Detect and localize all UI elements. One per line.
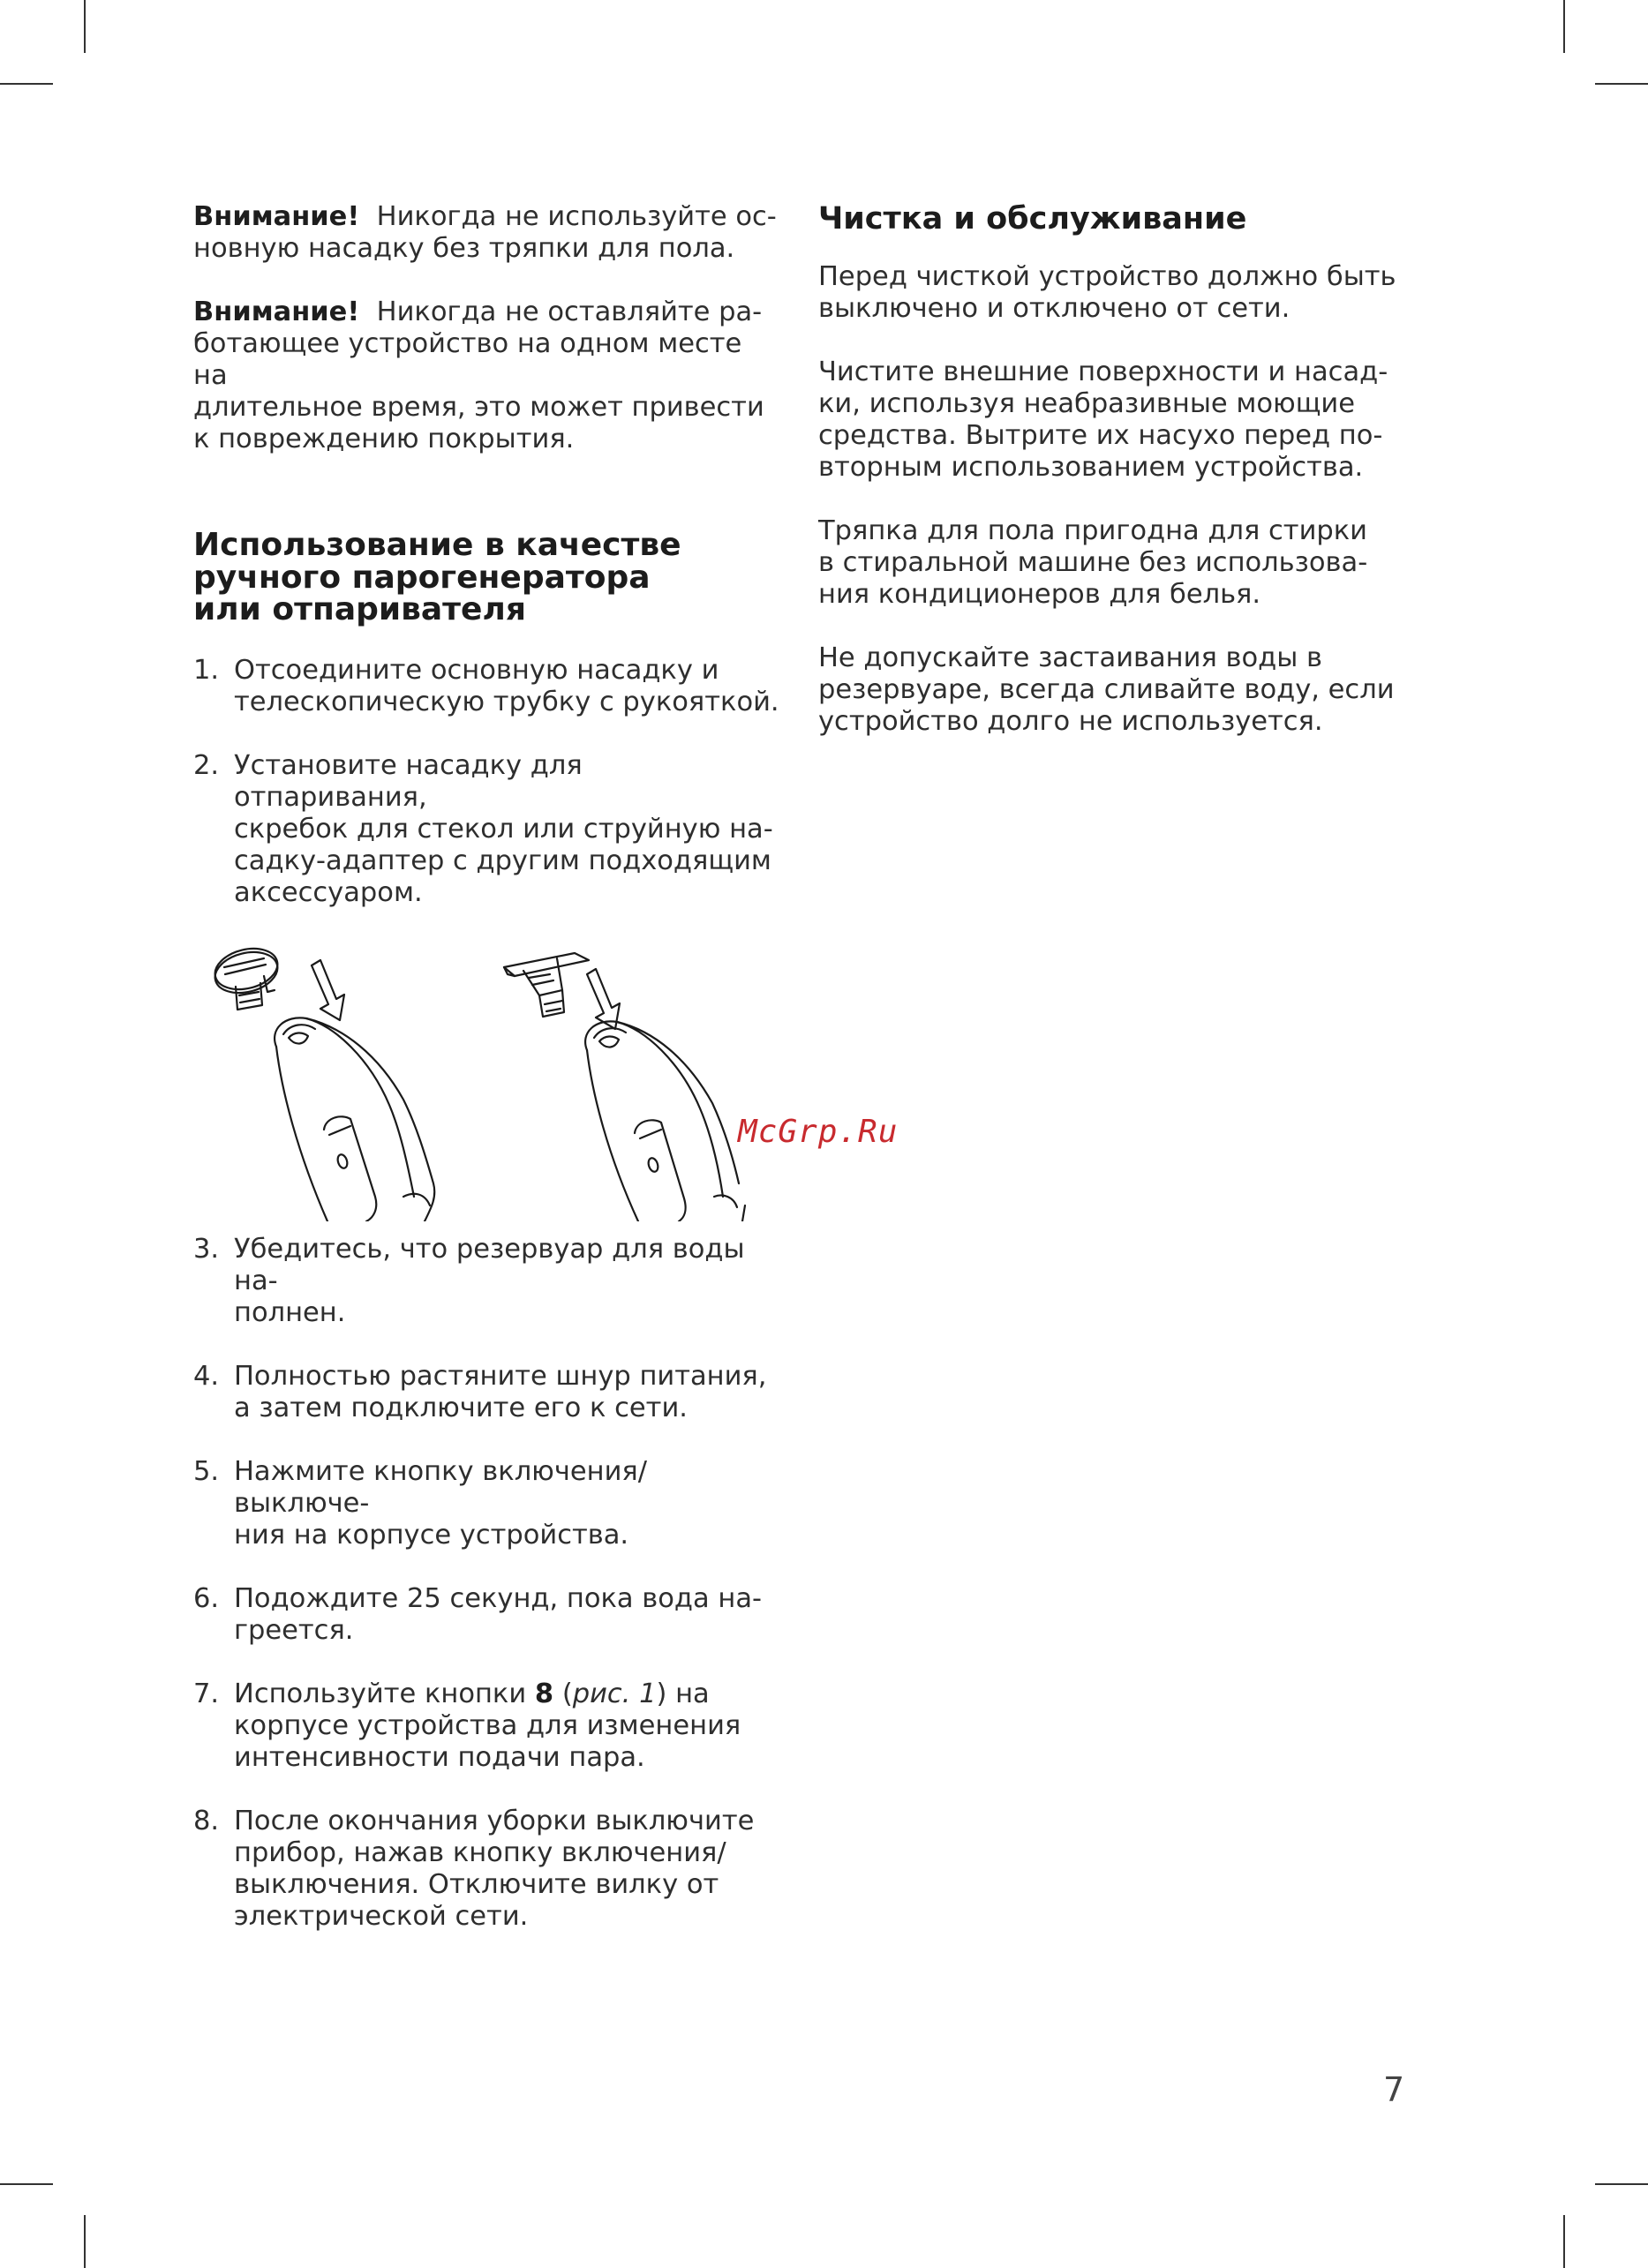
right-column bbox=[818, 201, 1405, 738]
step-number: 5. bbox=[193, 1455, 220, 1487]
list-item bbox=[193, 655, 780, 718]
page-number: 7 bbox=[1383, 2070, 1405, 2109]
step-text: Убедитесь, что резервуар для воды на- полнен. bbox=[234, 1233, 745, 1328]
list-item bbox=[193, 750, 780, 909]
list-item bbox=[193, 1456, 780, 1551]
crop-mark bbox=[1563, 2215, 1565, 2268]
section-heading: Чистка и обслуживание bbox=[818, 201, 1247, 237]
paragraph: Чистите внешние поверхности и насад- ки, используя неабразивные моющие средства. Вытрите их насухо перед по- вторным использованием устройства. bbox=[818, 357, 1388, 483]
list-item bbox=[193, 1234, 780, 1329]
paragraph: Перед чисткой устройство должно быть выключено и отключено от сети. bbox=[818, 261, 1396, 324]
step-text: Нажмите кнопку включения/выключе- ния на корпусе устройства. bbox=[234, 1455, 648, 1551]
paragraph: Тряпка для пола пригодна для стирки в стиральной машине без использова- ния кондиционеров для белья. bbox=[818, 515, 1368, 610]
paragraph: Не допускайте застаивания воды в резервуаре, всегда сливайте воду, если устройство долго не используется. bbox=[818, 642, 1395, 737]
steps-list bbox=[193, 1234, 780, 1933]
step-text: Отсоедините основную насадку и телескопическую трубку с рукояткой. bbox=[234, 654, 779, 717]
handheld-unit-icon bbox=[275, 1018, 434, 1221]
warning-text: Никогда не оставляйте ра- ботающее устройство на одном месте на длительное время, это может привести к повреждению покрытия. bbox=[193, 297, 764, 454]
window-scraper-icon bbox=[504, 953, 589, 1017]
steps-list bbox=[193, 655, 780, 909]
step-number: 2. bbox=[193, 749, 220, 781]
step-text: ( bbox=[553, 1678, 573, 1709]
list-item bbox=[193, 1678, 780, 1774]
crop-mark bbox=[0, 2183, 53, 2185]
warning-paragraph bbox=[193, 201, 780, 265]
list-item bbox=[193, 1806, 780, 1933]
step-number: 6. bbox=[193, 1582, 220, 1614]
step-number: 8. bbox=[193, 1805, 220, 1836]
crop-mark bbox=[1595, 83, 1648, 85]
step-text: Полностью растяните шнур питания, а затем подключите его к сети. bbox=[234, 1360, 767, 1423]
warning-label: Внимание! bbox=[193, 201, 360, 232]
warning-paragraph bbox=[193, 297, 780, 455]
warning-text: Никогда не используйте ос- новную насадку без тряпки для пола. bbox=[193, 201, 777, 264]
step-number: 1. bbox=[193, 654, 220, 686]
crop-mark bbox=[0, 83, 53, 85]
crop-mark bbox=[84, 0, 86, 53]
arrow-down-icon bbox=[587, 969, 620, 1029]
button-reference: 8 bbox=[534, 1678, 554, 1709]
step-text: Установите насадку для отпаривания, скребок для стекол или струйную на- садку-адаптер с другим подходящим аксессуаром. bbox=[234, 749, 773, 908]
crop-mark bbox=[1563, 0, 1565, 53]
warning-label: Внимание! bbox=[193, 297, 360, 327]
step-text: После окончания уборки выключите прибор, нажав кнопку включения/ выключения. Отключите вилку от электрической сети. bbox=[234, 1805, 755, 1932]
step-number: 4. bbox=[193, 1360, 220, 1392]
list-item bbox=[193, 1361, 780, 1424]
handheld-unit-icon bbox=[585, 1021, 745, 1221]
crop-mark bbox=[84, 2215, 86, 2268]
step-number: 3. bbox=[193, 1233, 220, 1265]
step-text: Подождите 25 секунд, пока вода на- греется. bbox=[234, 1582, 763, 1646]
left-column bbox=[193, 201, 780, 1964]
attachment-illustration bbox=[193, 941, 780, 1221]
list-item bbox=[193, 1583, 780, 1647]
steam-nozzle-icon bbox=[211, 942, 282, 1009]
step-text: Используйте кнопки bbox=[234, 1678, 535, 1709]
section-heading: Использование в качестве ручного парогенератора или отпаривателя bbox=[193, 527, 681, 627]
crop-mark bbox=[1595, 2183, 1648, 2185]
arrow-down-icon bbox=[312, 960, 344, 1020]
step-text: ) на корпусе устройства для изменения интенсивности подачи пара. bbox=[234, 1678, 741, 1773]
watermark: McGrp.Ru bbox=[738, 1114, 899, 1150]
step-number: 7. bbox=[193, 1678, 220, 1709]
figure-reference: рис. 1 bbox=[572, 1678, 657, 1709]
